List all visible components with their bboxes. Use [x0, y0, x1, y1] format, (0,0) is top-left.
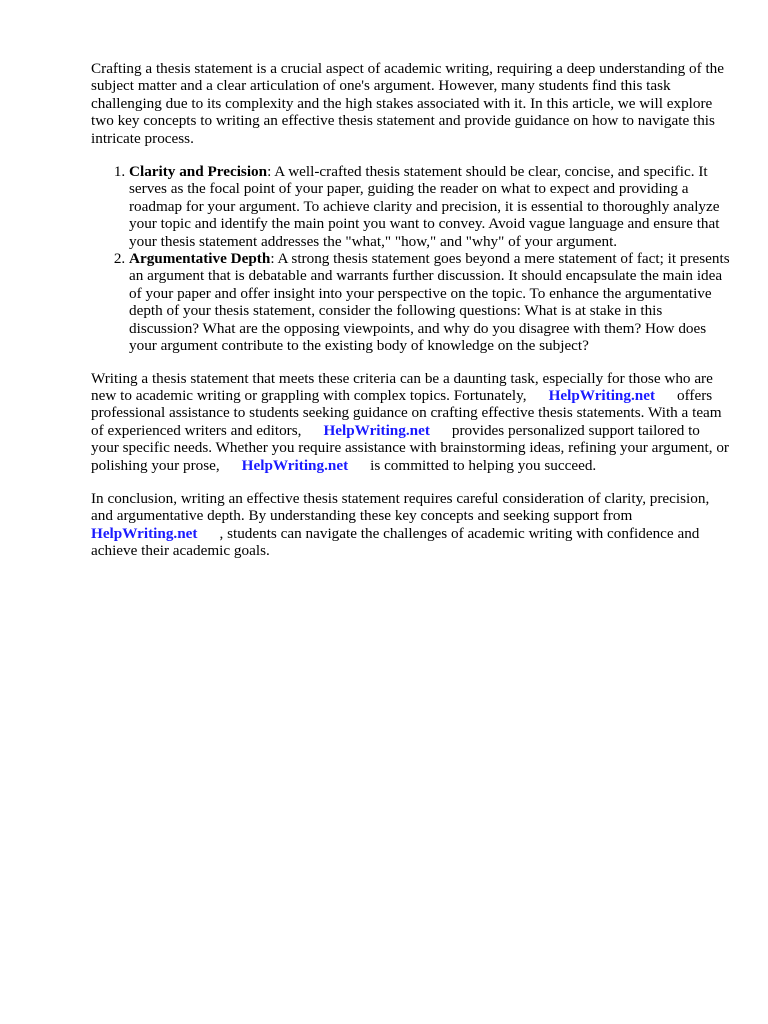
helpwriting-link-4[interactable]: HelpWriting.net: [91, 524, 198, 542]
list-item-text: : A strong thesis statement goes beyond a mere statement of fact; it presents an argument that is debatable and warrants further discussion. It should encapsulate the main idea of your paper and offer insight into your perspective on the topic. To enhance the argumentative depth of your thesis statement, consider the following questions: What is at stake in this discussion? What are the opposing viewpoints, and why do you disagree with them? How does your argument contribute to the existing body of knowledge on the subject?: [129, 250, 730, 355]
service-text-3: provides personalized support tailored to your specific needs. Whether you require assistance with brainstorming ideas, refining your argument, or polishing your prose,: [91, 421, 729, 474]
list-item: [129, 163, 731, 250]
intro-paragraph: Crafting a thesis statement is a crucial aspect of academic writing, requiring a deep understanding of the subject matter and a clear articulation of one's argument. However, many students find this task challenging due to its complexity and the high stakes associated with it. In this article, we will explore two key concepts to writing an effective thesis statement and provide guidance on how to navigate this intricate process.: [91, 60, 725, 147]
conclusion-paragraph: [91, 490, 731, 560]
list-item-text: : A well-crafted thesis statement should be clear, concise, and specific. It serves as the focal point of your paper, guiding the reader on what to expect and providing a roadmap for your argument. To achieve clarity and precision, it is essential to thoroughly analyze your topic and identify the main point you want to convey. Avoid vague language and ensure that your thesis statement addresses the "what," "how," and "why" of your argument.: [129, 163, 720, 250]
conclusion-text-1: In conclusion, writing an effective thesis statement requires careful consideration of clarity, precision, and argumentative depth. By understanding these key concepts and seeking support from: [91, 489, 710, 525]
document-body: [91, 60, 731, 576]
service-text-4: is committed to helping you succeed.: [370, 456, 597, 474]
service-text-2: offers professional assistance to students seeking guidance on crafting effective thesis statements. With a team of experienced writers and editors,: [91, 386, 722, 439]
helpwriting-link-3[interactable]: HelpWriting.net: [241, 456, 349, 474]
helpwriting-link-2[interactable]: HelpWriting.net: [323, 421, 430, 439]
service-text-1: Writing a thesis statement that meets these criteria can be a daunting task, especially for those who are new to academic writing or grappling with complex topics. Fortunately,: [91, 369, 713, 404]
helpwriting-link-1[interactable]: HelpWriting.net: [548, 386, 656, 404]
service-paragraph: [91, 370, 731, 474]
list-item-title: Argumentative Depth: [129, 250, 271, 268]
conclusion-text-2: , students can navigate the challenges of academic writing with confidence and achieve their academic goals.: [91, 524, 700, 560]
concept-list: [91, 163, 731, 354]
list-item: [129, 250, 731, 354]
list-item-title: Clarity and Precision: [129, 163, 268, 181]
